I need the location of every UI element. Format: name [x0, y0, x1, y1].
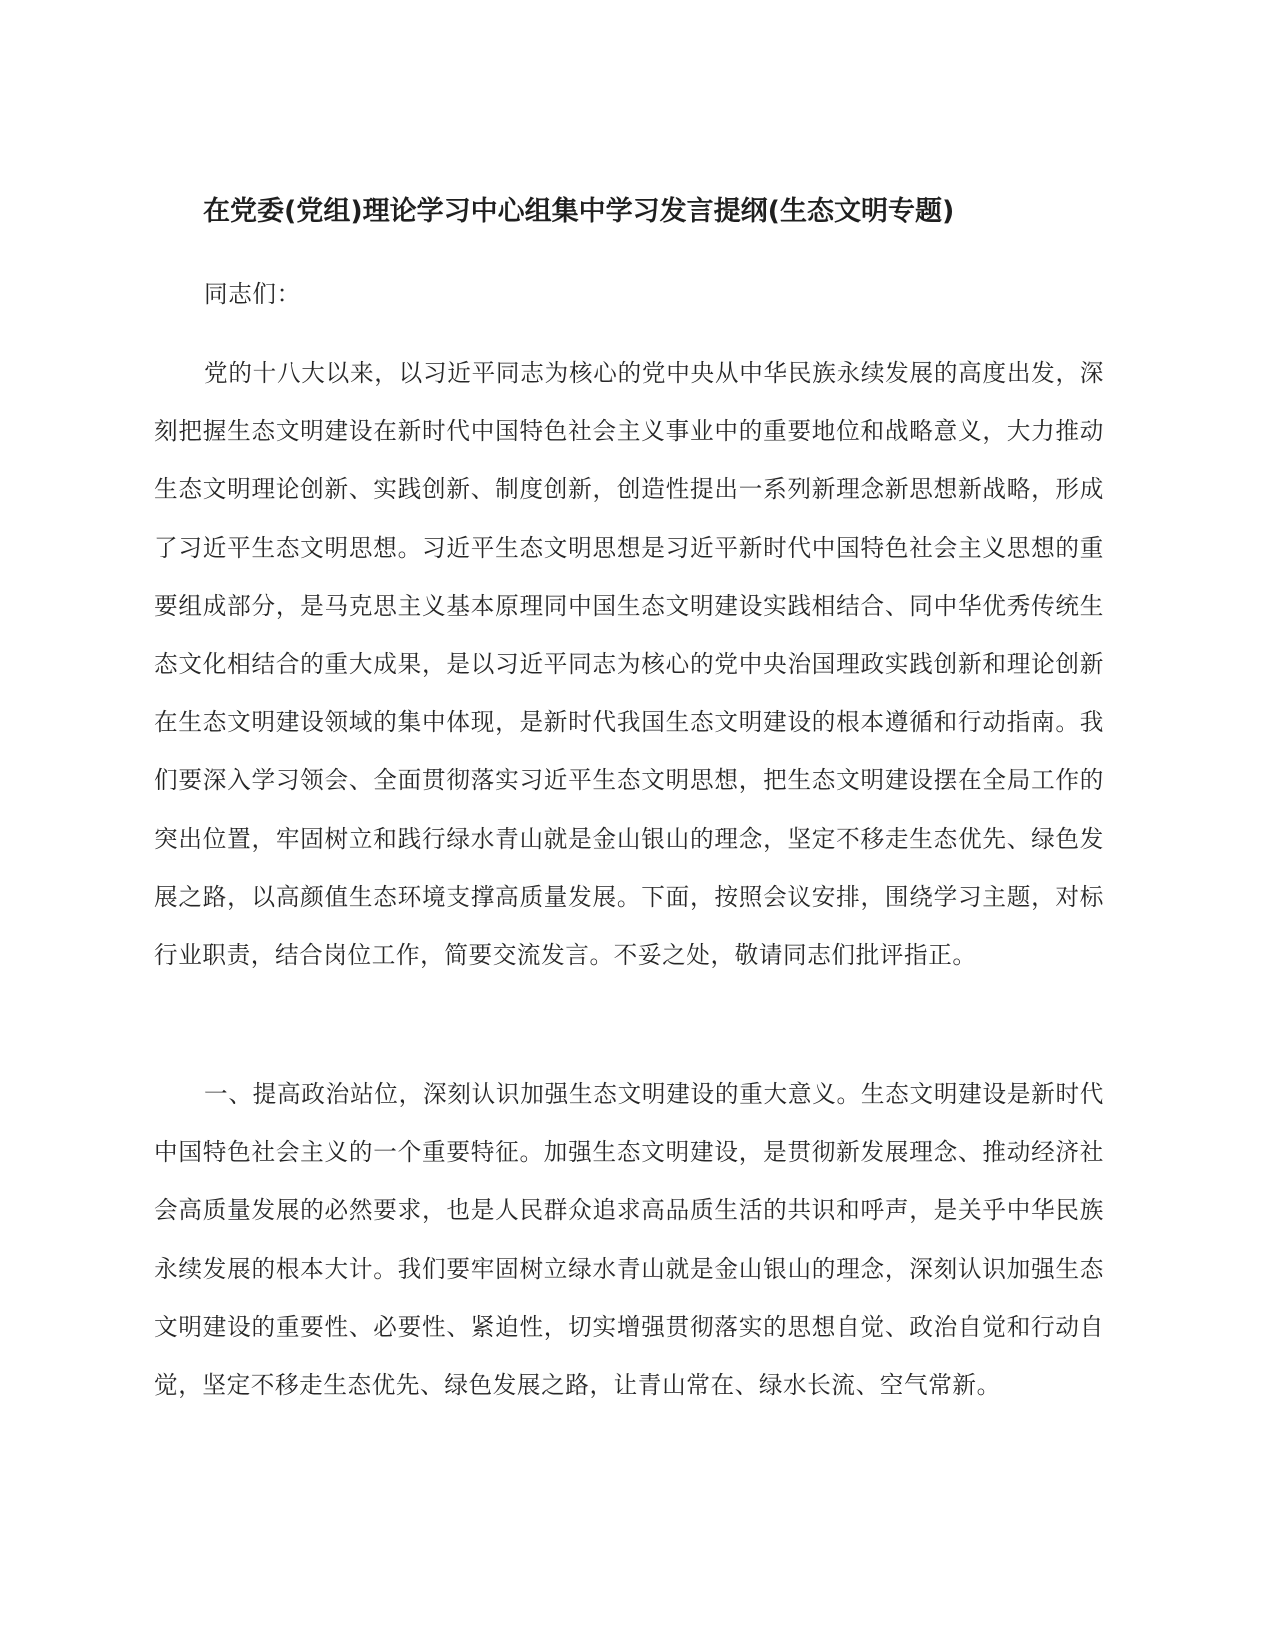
section-one-paragraph: 一、提高政治站位，深刻认识加强生态文明建设的重大意义。生态文明建设是新时代中国特色社会主义的一个重要特征。加强生态文明建设，是贯彻新发展理念、推动经济社会高质量发展的必然要求，也是人民群众追求高品质生活的共识和呼声，是关乎中华民族永续发展的根本大计。我们要牢固树立绿水青山就是金山银山的理念，深刻认识加强生态文明建设的重要性、必要性、紧迫性，切实增强贯彻落实的思想自觉、政治自觉和行动自觉，坚定不移走生态优先、绿色发展之路，让青山常在、绿水长流、空气常新。 [154, 1080, 1104, 1400]
salutation: 同志们： [204, 280, 301, 308]
document-title: 在党委(党组)理论学习中心组集中学习发言提纲(生态文明专题) [203, 196, 955, 227]
intro-paragraph: 党的十八大以来，以习近平同志为核心的党中央从中华民族永续发展的高度出发，深刻把握生态文明建设在新时代中国特色社会主义事业中的重要地位和战略意义，大力推动生态文明理论创新、实践创新、制度创新，创造性提出一系列新理念新思想新战略，形成了习近平生态文明思想。习近平生态文明思想是习近平新时代中国特色社会主义思想的重要组成部分，是马克思主义基本原理同中国生态文明建设实践相结合、同中华优秀传统生态文化相结合的重大成果，是以习近平同志为核心的党中央治国理政实践创新和理论创新在生态文明建设领域的集中体现，是新时代我国生态文明建设的根本遵循和行动指南。我们要深入学习领会、全面贯彻落实习近平生态文明思想，把生态文明建设摆在全局工作的突出位置，牢固树立和践行绿水青山就是金山银山的理念，坚定不移走生态优先、绿色发展之路，以高颜值生态环境支撑高质量发展。下面，按照会议安排，围绕学习主题，对标行业职责，结合岗位工作，简要交流发言。不妥之处，敬请同志们批评指正。 [154, 359, 1104, 970]
